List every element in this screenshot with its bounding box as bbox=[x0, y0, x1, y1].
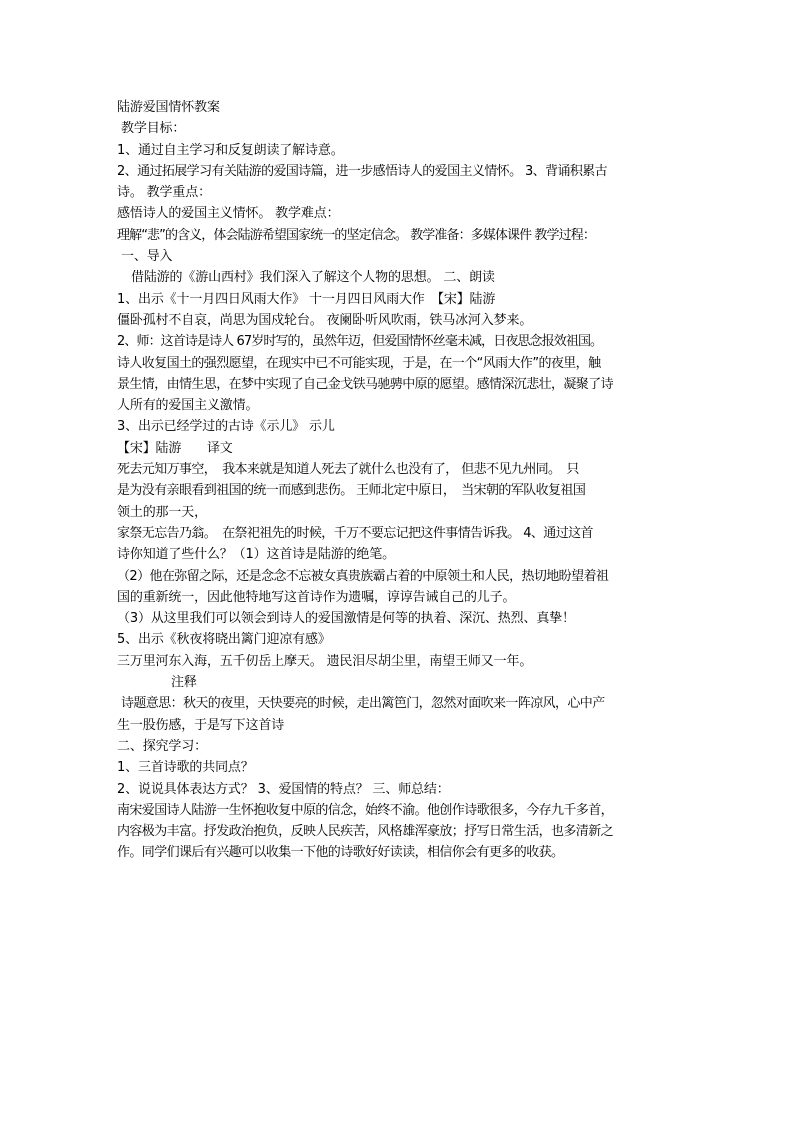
document-page bbox=[117, 97, 683, 864]
text-line: 2、说说具体表达方式？ 3、爱国情的特点？ 三、师总结： bbox=[117, 781, 450, 797]
text-line: 诗你知道了些什么？（1）这首诗是陆游的绝笔。 bbox=[117, 547, 395, 563]
text-line: 2、师：这首诗是诗人 67岁时写的，虽然年迈，但爱国情怀丝毫未减，日夜思念报效祖国。 bbox=[117, 334, 603, 350]
text-line: 注释 bbox=[171, 675, 197, 691]
text-line: 内容极为丰富。抒发政治抱负，反映人民疾苦，风格雄浑豪放；抒写日常生活，也多清新之 bbox=[117, 824, 614, 840]
text-line: （3）从这里我们可以领会到诗人的爱国激情是何等的执着、深沉、热烈、真挚！ bbox=[117, 611, 575, 627]
text-line: 死去元知万事空， 我本来就是知道人死去了就什么也没有了， 但悲不见九州同。 只 bbox=[117, 462, 579, 478]
text-line: 2、通过拓展学习有关陆游的爱国诗篇，进一步感悟诗人的爱国主义情怀。 3、背诵积累古 bbox=[117, 163, 608, 179]
section-heading: 一、导入 bbox=[121, 249, 173, 265]
text-line: 作。同学们课后有兴趣可以收集一下他的诗歌好好读读，相信你会有更多的收获。 bbox=[117, 845, 564, 861]
text-line: 诗。 教学重点： bbox=[117, 185, 211, 201]
text-line: 诗人收复国土的强烈愿望，在现实中已不可能实现，于是，在一个“风雨大作”的夜里，触 bbox=[117, 355, 601, 371]
text-line: 南宋爱国诗人陆游一生怀抱收复中原的信念，始终不渝。他创作诗歌很多，今存九千多首， bbox=[117, 802, 614, 818]
text-line: 1、通过自主学习和反复朗读了解诗意。 bbox=[117, 142, 344, 158]
poem-line: 三万里河东入海，五千仞岳上摩天。 遗民泪尽胡尘里，南望王师又一年。 bbox=[117, 653, 533, 669]
section-heading: 二、探究学习： bbox=[117, 738, 207, 754]
text-line: 【宋】陆游 译文 bbox=[117, 440, 233, 456]
text-line: 5、出示《秋夜将晓出篱门迎凉有感》 bbox=[117, 632, 331, 648]
text-line: 家祭无忘告乃翁。 在祭祀祖先的时候，千万不要忘记把这件事情告诉我。 4、通过这首 bbox=[117, 525, 593, 541]
text-line: 领土的那一天， bbox=[117, 504, 207, 520]
text-line: 1、出示《十一月四日风雨大作》 十一月四日风雨大作 【宋】陆游 bbox=[117, 291, 496, 307]
section-heading: 教学目标： bbox=[121, 121, 186, 137]
text-line: 生一股伤感，于是写下这首诗 bbox=[117, 717, 285, 733]
text-line: 诗题意思：秋天的夜里，天快要亮的时候，走出篱笆门，忽然对面吹来一阵凉风，心中产 bbox=[121, 696, 605, 712]
document-title: 陆游爱国情怀教案 bbox=[117, 100, 220, 115]
text-line: 国的重新统一，因此他特地写这首诗作为遗嘱，谆谆告诫自己的儿子。 bbox=[117, 589, 516, 605]
text-line: 景生情，由情生思，在梦中实现了自己金戈铁马驰骋中原的愿望。感情深沉悲壮，凝聚了诗 bbox=[117, 376, 614, 392]
text-line: 是为没有亲眼看到祖国的统一而感到悲伤。 王师北定中原日， 当宋朝的军队收复祖国 bbox=[117, 483, 586, 499]
text-line: 感悟诗人的爱国主义情怀。 教学难点： bbox=[117, 206, 340, 222]
text-line: 3、出示已经学过的古诗《示儿》 示儿 bbox=[117, 419, 335, 435]
poem-line: 僵卧孤村不自哀，尚思为国戍轮台。 夜阑卧听风吹雨，铁马冰河入梦来。 bbox=[117, 312, 533, 328]
text-line: 人所有的爱国主义激情。 bbox=[117, 398, 259, 414]
text-line: 借陆游的《游山西村》我们深入了解这个人物的思想。 二、朗读 bbox=[131, 270, 495, 286]
text-line: 理解“悲”的含义，体会陆游希望国家统一的坚定信念。 教学准备：多媒体课件 教学过程： bbox=[117, 227, 595, 243]
text-line: （2）他在弥留之际，还是念念不忘被女真贵族霸占着的中原领土和人民，热切地盼望着祖 bbox=[117, 568, 609, 584]
text-line: 1、三首诗歌的共同点？ bbox=[117, 760, 254, 776]
